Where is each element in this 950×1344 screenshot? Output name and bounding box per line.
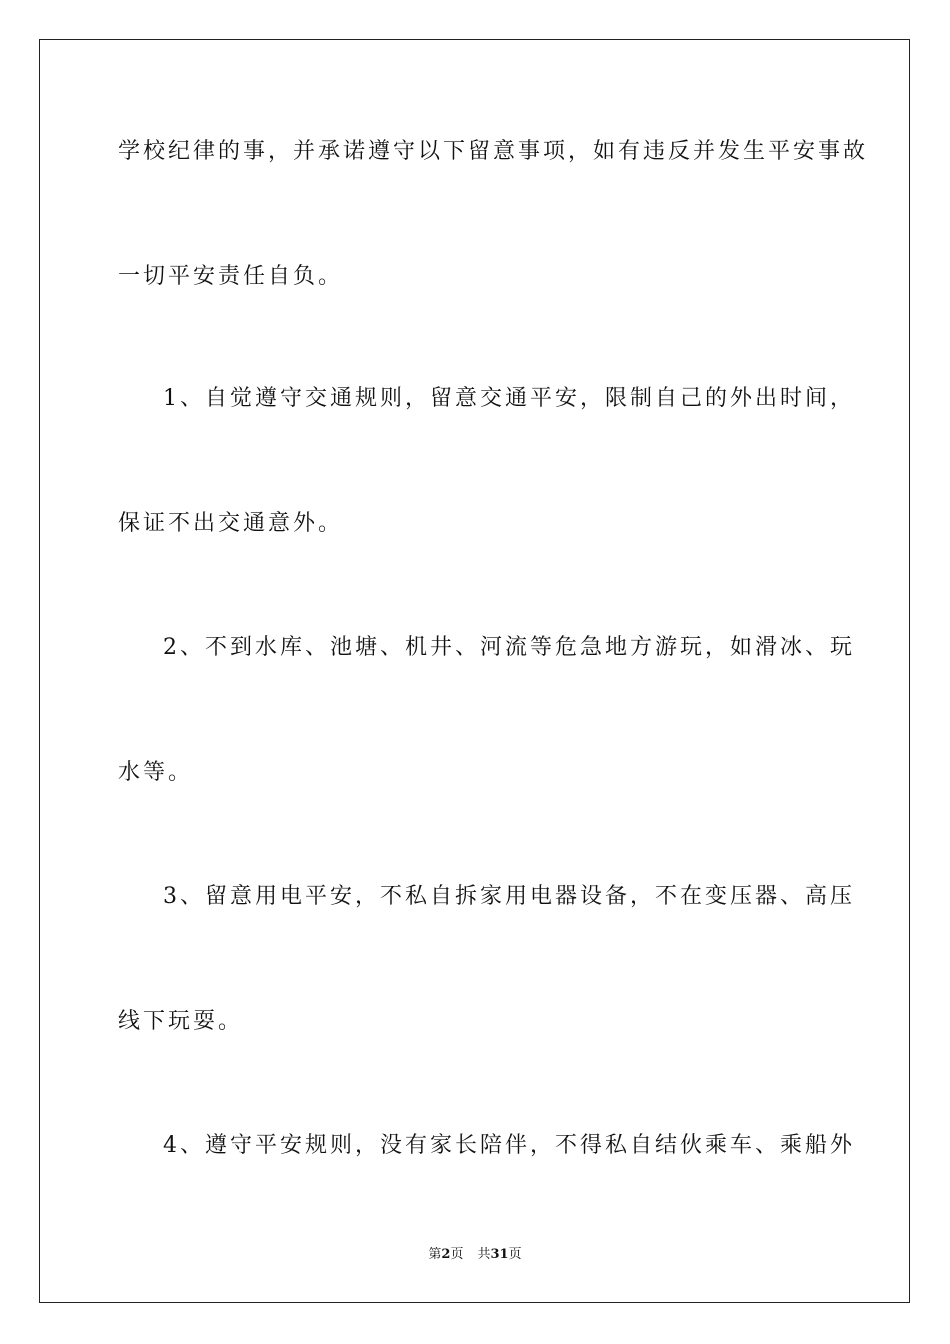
- page-footer: [0, 1246, 950, 1264]
- body-line-5: 2、不到水库、池塘、机井、河流等危急地方游玩，如滑冰、玩: [163, 635, 855, 660]
- body-line-9: 4、遵守平安规则，没有家长陪伴，不得私自结伙乘车、乘船外: [163, 1133, 855, 1158]
- page-suffix: 页: [450, 1247, 464, 1262]
- body-line-6: 水等。: [118, 760, 194, 785]
- body-line-1: 学校纪律的事，并承诺遵守以下留意事项，如有违反并发生平安事故: [118, 139, 869, 164]
- body-line-3: 1、自觉遵守交通规则，留意交通平安，限制自己的外出时间，: [163, 386, 855, 411]
- page-current: 2: [441, 1247, 451, 1262]
- body-line-4: 保证不出交通意外。: [118, 511, 344, 536]
- body-line-2: 一切平安责任自负。: [118, 264, 344, 289]
- total-prefix: 共: [477, 1247, 491, 1262]
- page-prefix: 第: [428, 1247, 442, 1262]
- page-border: [39, 39, 910, 1303]
- body-line-8: 线下玩耍。: [118, 1009, 244, 1034]
- body-line-7: 3、留意用电平安，不私自拆家用电器设备，不在变压器、高压: [163, 884, 855, 909]
- total-suffix: 页: [508, 1247, 522, 1262]
- page-total: 31: [490, 1247, 509, 1262]
